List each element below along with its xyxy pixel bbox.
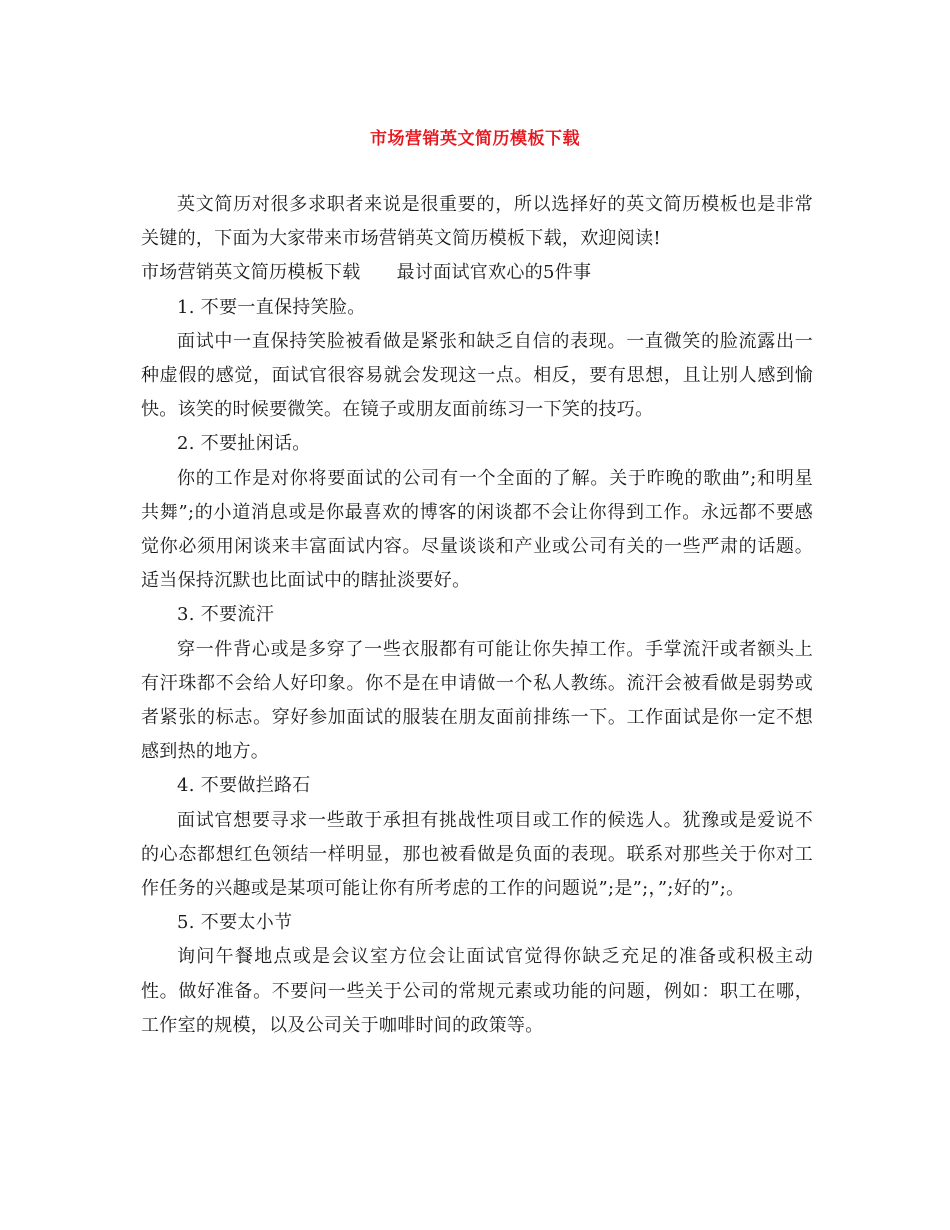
intro-paragraph: 英文简历对很多求职者来说是很重要的，所以选择好的英文简历模板也是非常关键的，下面为大家带来市场营销英文简历模板下载，欢迎阅读! (141, 194, 813, 250)
section-body: 你的工作是对你将要面试的公司有一个全面的了解。关于昨晚的歌曲”;和明星共舞”;的小道消息或是你最喜欢的博客的闲谈都不会让你得到工作。永远都不要感觉你必须用闲谈来丰富面试内容。尽量谈谈和产业或公司有关的一些严肃的话题。适当保持沉默也比面试中的瞎扯淡要好。 (141, 467, 813, 592)
subheading-left: 市场营销英文简历模板下载 (141, 262, 361, 284)
document-body (141, 188, 813, 1043)
section-heading: 1. 不要一直保持笑脸。 (177, 296, 366, 318)
section-heading: 5. 不要太小节 (177, 912, 293, 934)
subheading-right: 最讨面试官欢心的5件事 (396, 262, 592, 284)
section-heading: 4. 不要做拦路石 (177, 775, 311, 797)
section-body: 面试中一直保持笑脸被看做是紧张和缺乏自信的表现。一直微笑的脸流露出一种虚假的感觉，面试官很容易就会发现这一点。相反，要有思想，且让别人感到愉快。该笑的时候要微笑。在镜子或朋友面前练习一下笑的技巧。 (141, 330, 813, 421)
section-body: 面试官想要寻求一些敢于承担有挑战性项目或工作的候选人。犹豫或是爱说不的心态都想红色领结一样明显，那也被看做是负面的表现。联系对那些关于你对工作任务的兴趣或是某项可能让你有所考虑的工作的问题说”;是”;，”;好的”;。 (141, 809, 813, 900)
document-title: 市场营销英文简历模板下载 (370, 129, 580, 149)
section-body: 询问午餐地点或是会议室方位会让面试官觉得你缺乏充足的准备或积极主动性。做好准备。不要问一些关于公司的常规元素或功能的问题，例如：职工在哪，工作室的规模，以及公司关于咖啡时间的政策等。 (141, 946, 813, 1036)
section-body: 穿一件背心或是多穿了一些衣服都有可能让你失掉工作。手掌流汗或者额头上有汗珠都不会给人好印象。你不是在申请做一个私人教练。流汗会被看做是弱势或者紧张的标志。穿好参加面试的服装在朋友面前排练一下。工作面试是你一定不想感到热的地方。 (141, 638, 813, 763)
section-heading: 2. 不要扯闲话。 (177, 433, 311, 455)
subheading-line (141, 256, 813, 290)
section-heading: 3. 不要流汗 (177, 604, 274, 626)
